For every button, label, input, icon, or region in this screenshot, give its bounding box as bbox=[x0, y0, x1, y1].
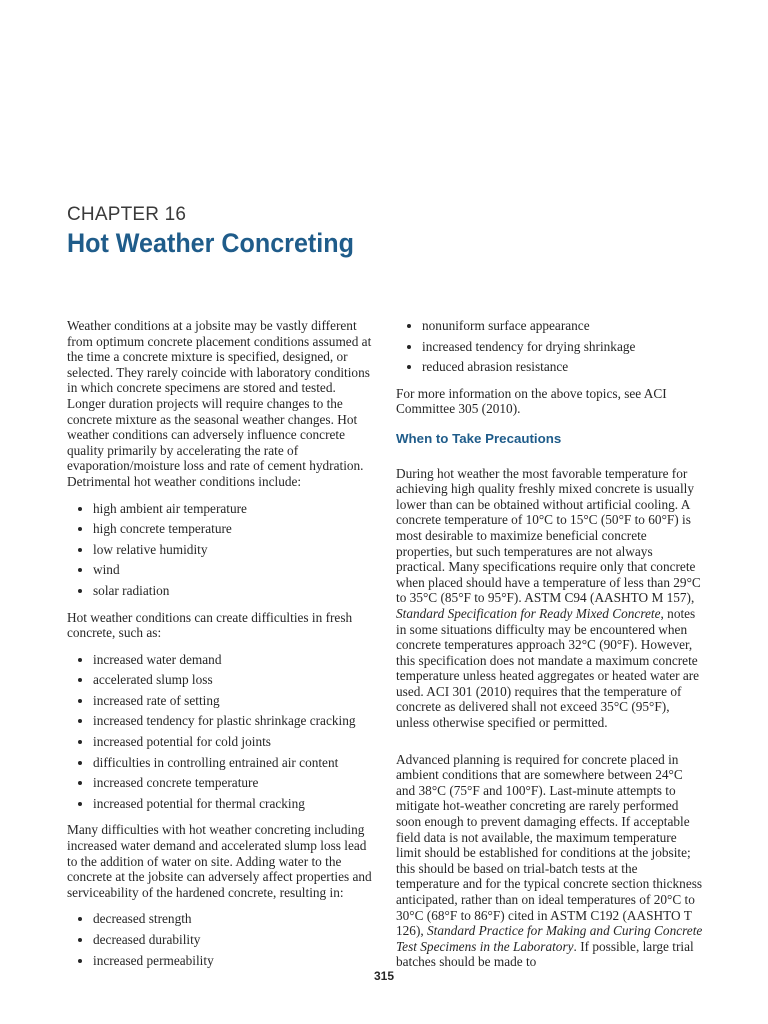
paragraph-text: During hot weather the most favorable temperature for achieving high quality freshly mixed concrete is usually lower than can be obtained without artificial cooling. A concrete temperature of 10°C to 15°C (50°F to 60°F) is most desirable to maximize beneficial concrete properties, but such temperatures are not always practical. Many specifications require only that concrete when placed should have a temperature of less than 29°C to 35°C (85°F to 95°F). ASTM C94 (AASHTO M 157), bbox=[396, 465, 701, 606]
chapter-title: Hot Weather Concreting bbox=[67, 228, 354, 258]
list-item: high concrete temperature bbox=[67, 521, 372, 537]
left-column bbox=[67, 318, 372, 979]
difficulties-intro: Hot weather conditions can create difficulties in fresh concrete, such as: bbox=[67, 609, 353, 641]
list-item: increased tendency for drying shrinkage bbox=[396, 339, 704, 355]
list-item: increased tendency for plastic shrinkage cracking bbox=[67, 713, 372, 729]
list-item: low relative humidity bbox=[67, 542, 372, 558]
more-effects-list bbox=[396, 318, 704, 375]
list-item: increased concrete temperature bbox=[67, 775, 372, 791]
list-item: increased water demand bbox=[67, 652, 372, 668]
more-info-paragraph: For more information on the above topics, see ACI Committee 305 (2010). bbox=[396, 385, 667, 417]
list-item: reduced abrasion resistance bbox=[396, 359, 704, 375]
list-item: high ambient air temperature bbox=[67, 501, 372, 517]
right-column bbox=[396, 318, 704, 981]
list-item: increased rate of setting bbox=[67, 693, 372, 709]
water-paragraph: Many difficulties with hot weather concreting including increased water demand and accelerated slump loss lead to the addition of water on site. Adding water to the concrete at the jobsite can adversely affect properties and serviceability of the hardened concrete, resulting in: bbox=[67, 822, 372, 900]
list-item: increased potential for thermal cracking bbox=[67, 796, 372, 812]
list-item: accelerated slump loss bbox=[67, 672, 372, 688]
list-item: difficulties in controlling entrained air content bbox=[67, 755, 372, 771]
difficulties-list bbox=[67, 652, 372, 812]
section-heading: When to Take Precautions bbox=[396, 430, 562, 446]
chapter-label: CHAPTER 16 bbox=[67, 204, 187, 225]
temperature-paragraph bbox=[396, 466, 704, 731]
standard-title: Standard Specification for Ready Mixed Concrete bbox=[396, 605, 661, 621]
list-item: solar radiation bbox=[67, 583, 372, 599]
list-item: nonuniform surface appearance bbox=[396, 318, 704, 334]
list-item: increased potential for cold joints bbox=[67, 734, 372, 750]
list-item: increased permeability bbox=[67, 953, 372, 969]
standard-title: Standard Practice for Making and Curing Concrete Test Specimens in the Laboratory bbox=[396, 923, 703, 954]
conditions-list bbox=[67, 501, 372, 599]
paragraph-text: , notes in some situations difficulty may be encountered when concrete temperatures approach 32°C (90°F). However, this specification does not mandate a maximum concrete temperature unless heated aggregates or heated water are used. ACI 301 (2010) requires that the temperature of concrete as delivered shall not exceed 35°C (95°F), unless otherwise specified or permitted. bbox=[396, 605, 700, 731]
paragraph-text: . If possible, large trial batches should be made to bbox=[396, 938, 694, 970]
list-item: decreased durability bbox=[67, 932, 372, 948]
hardened-effects-list bbox=[67, 911, 372, 968]
intro-paragraph: Weather conditions at a jobsite may be vastly different from optimum concrete placement conditions assumed at the time a concrete mixture is specified, designed, or selected. They rarely coincide with laboratory conditions in which concrete specimens are stored and tested. Longer duration projects will require changes to the concrete mixture as the seasonal weather changes. Hot weather conditions can adversely influence concrete quality primarily by accelerating the rate of evaporation/moisture loss and rate of cement hydration. Detrimental hot weather conditions include: bbox=[67, 318, 372, 489]
list-item: wind bbox=[67, 562, 372, 578]
list-item: decreased strength bbox=[67, 911, 372, 927]
page-number: 315 bbox=[373, 969, 395, 983]
planning-paragraph bbox=[396, 752, 704, 970]
paragraph-text: Advanced planning is required for concrete placed in ambient conditions that are somewhere between 24°C and 38°C (75°F and 100°F). Last-minute attempts to mitigate hot-weather concreting are rarely performed soon enough to prevent damaging effects. If acceptable field data is not available, the maximum temperature limit should be established for conditions at the jobsite; this should be based on trial-batch tests at the temperature and for the typical concrete section thickness anticipated, rather than on ideal temperatures of 20°C to 30°C (68°F to 86°F) cited in ASTM C192 (AASHTO T 126), bbox=[396, 751, 703, 939]
